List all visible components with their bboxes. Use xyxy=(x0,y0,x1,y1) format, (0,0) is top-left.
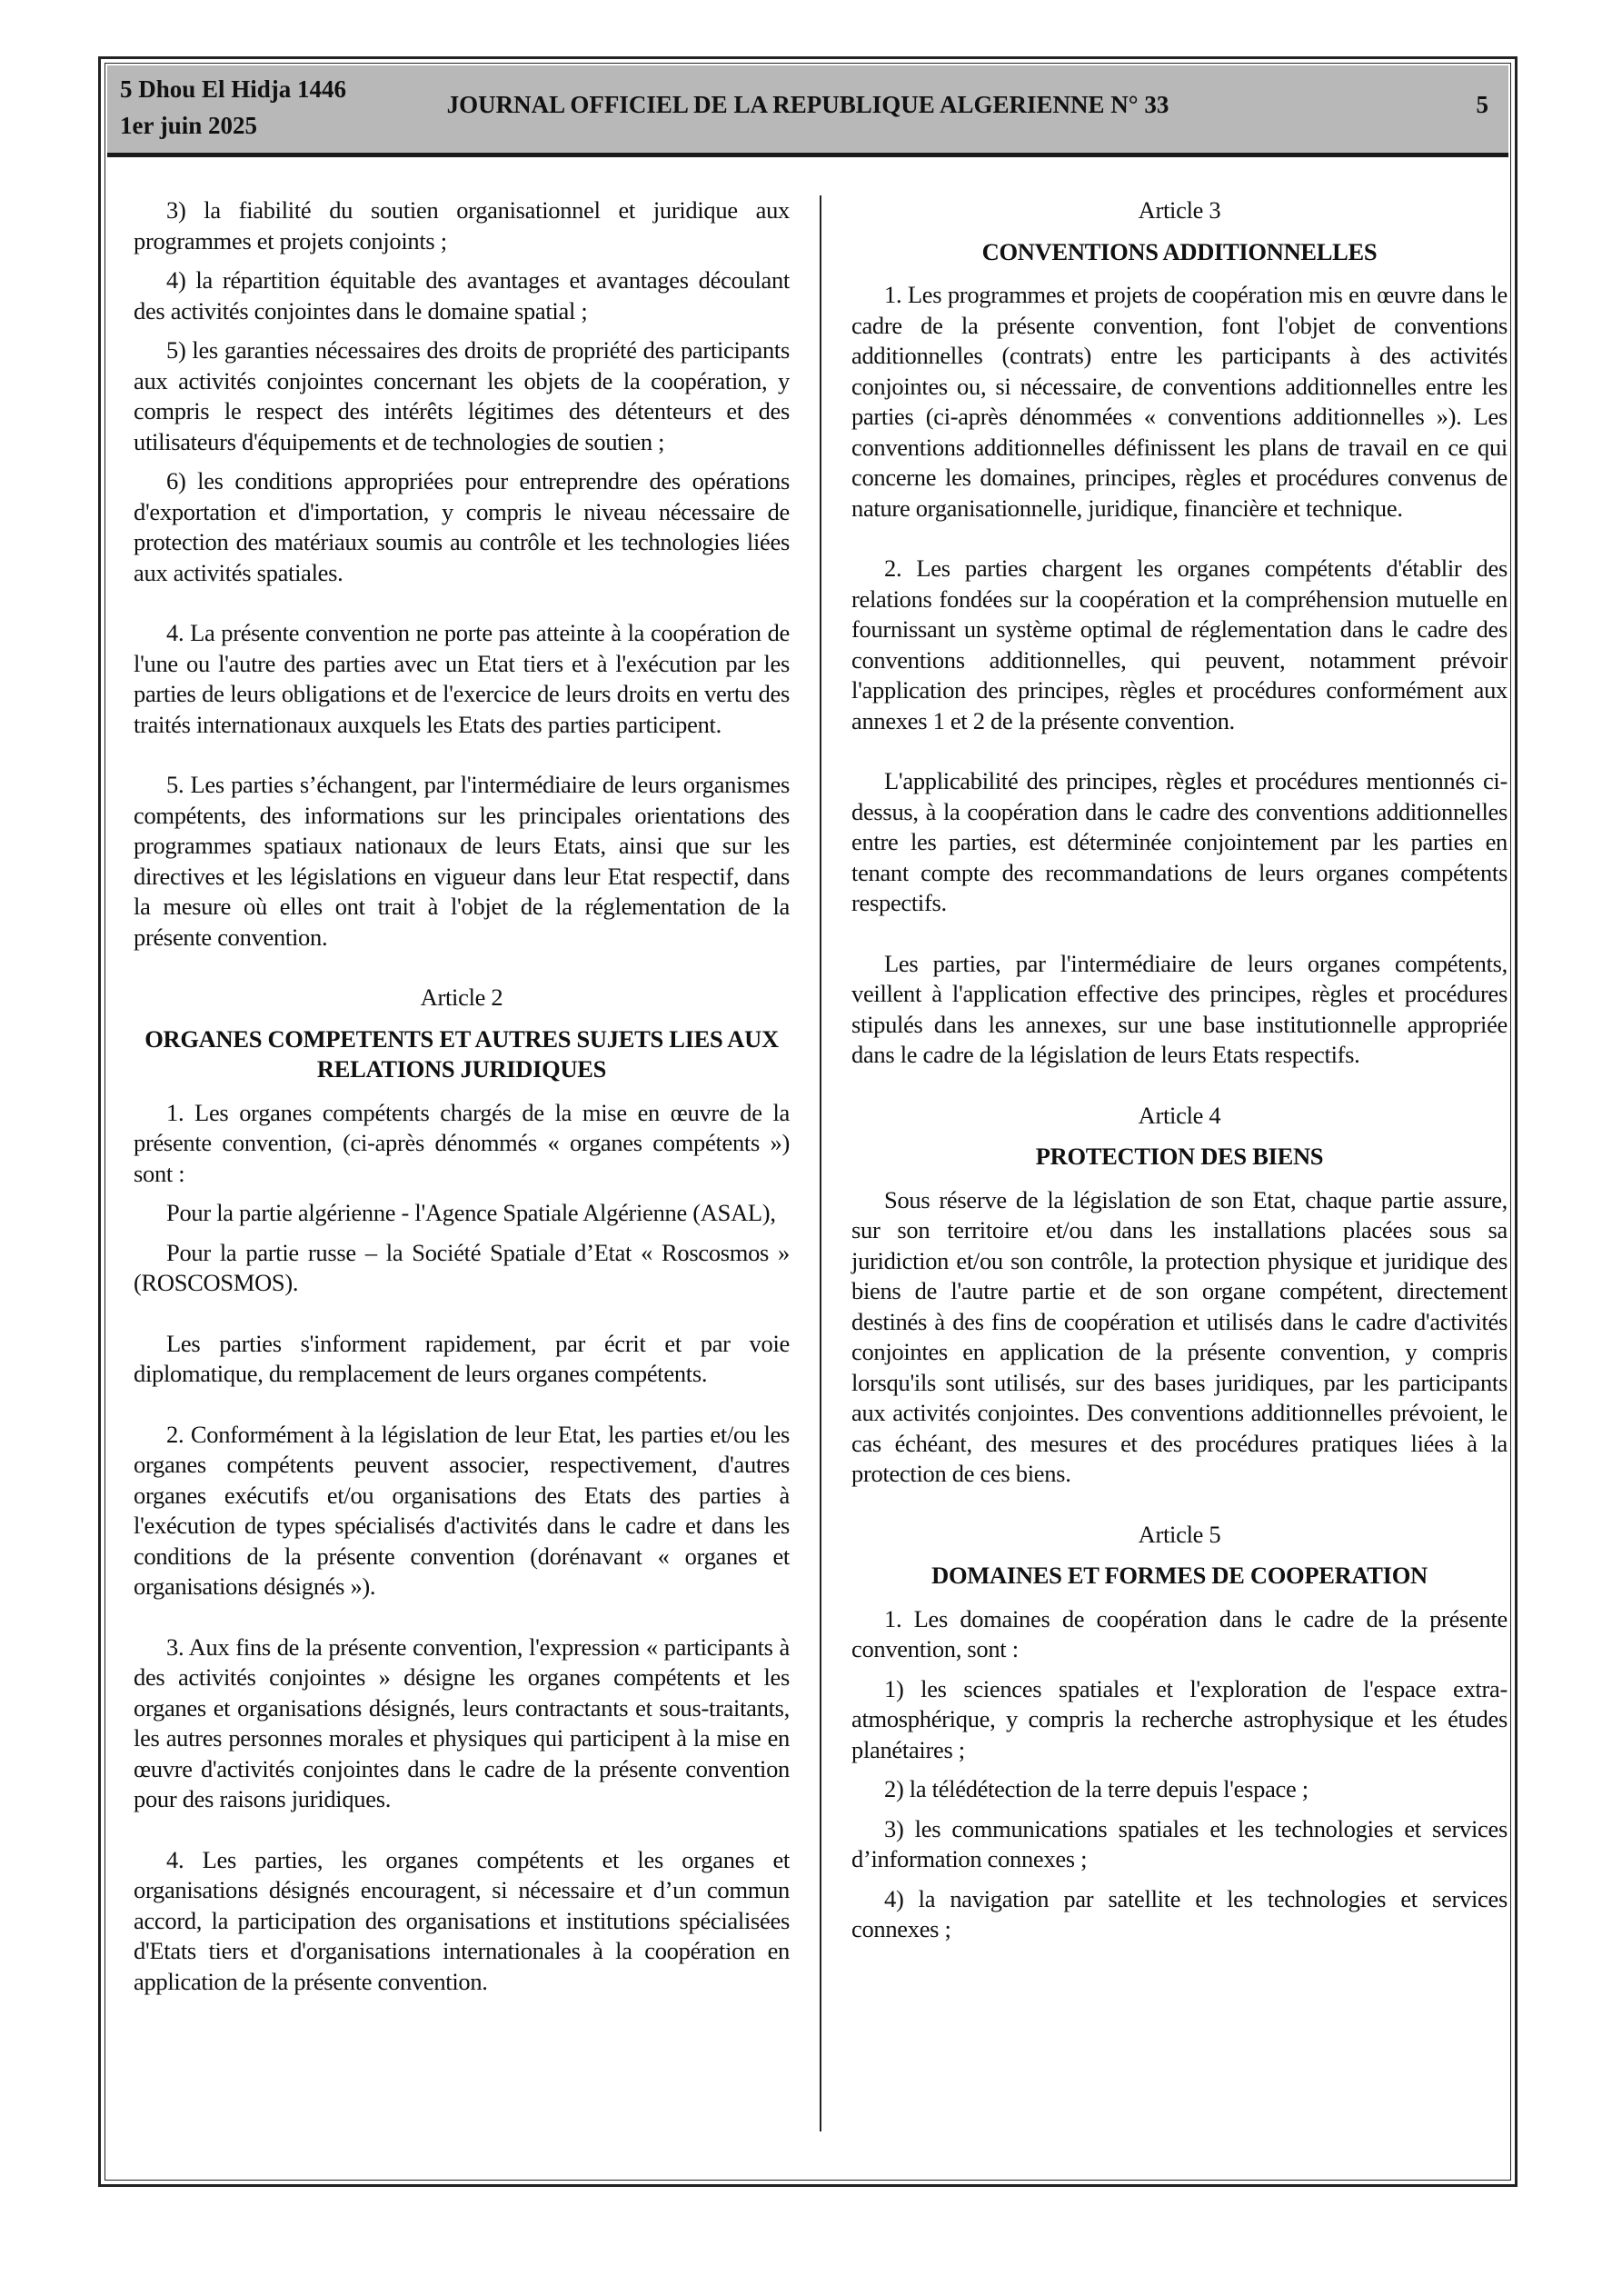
paragraph: 1. Les organes compétents chargés de la mise en œuvre de la présente convention, (ci-après dénommés « organes compétents ») sont : xyxy=(134,1098,790,1187)
article-heading: ORGANES COMPETENTS ET AUTRES SUJETS LIES AUX RELATIONS JURIDIQUES xyxy=(144,1024,779,1083)
page-frame xyxy=(98,56,1518,2187)
journal-header xyxy=(107,65,1508,157)
right-column xyxy=(851,195,1508,1954)
journal-title: JOURNAL OFFICIEL DE LA REPUBLIQUE ALGERIENNE N° 33 xyxy=(446,91,1169,118)
paragraph: Pour la partie algérienne - l'Agence Spatiale Algérienne (ASAL), xyxy=(166,1199,776,1226)
paragraph: 2. Conformément à la législation de leur Etat, les parties et/ou les organes compétents peuvent associer, respectivement, d'autres organes exécutifs et/ou organisations des Etats des parties à l'exécution de types spécialisés d'activités dans le cadre et dans les conditions de la présente convention (dorénavant « organes et organisations désignés »). xyxy=(134,1420,790,1600)
paragraph: 4. Les parties, les organes compétents et les organes et organisations désignés encouragent, si nécessaire et d’un commun accord, la participation des organisations et institutions spécialisées d'Etats tiers et d'organisations internationales à la coopération en application de la présente convention. xyxy=(134,1845,790,1995)
date-hijri: 5 Dhou El Hidja 1446 xyxy=(120,75,347,103)
date-gregorian: 1er juin 2025 xyxy=(120,112,258,139)
paragraph: 5) les garanties nécessaires des droits de propriété des participants aux activités conjointes concernant les objets de la coopération, y compris le respect des intérêts légitimes des détenteurs et des utilisateurs d'équipements et de technologies de soutien ; xyxy=(134,336,790,455)
paragraph: 6) les conditions appropriées pour entreprendre des opérations d'exportation et d'importation, y compris le niveau nécessaire de protection des matériaux soumis au contrôle et les technologies liées aux activités spatiales. xyxy=(134,467,790,586)
paragraph: 2. Les parties chargent les organes compétents d'établir des relations fondées sur la coopération et la compréhension mutuelle en fournissant un système optimal de réglementation dans le cadre des conventions additionnelles, qui peuvent, notamment prévoir l'application des principes, règles et procédures conformément aux annexes 1 et 2 de la présente convention. xyxy=(851,554,1508,734)
paragraph: 5. Les parties s’échangent, par l'intermédiaire de leurs organismes compétents, des informations sur les principales orientations des programmes spatiaux nationaux de leurs Etats, ainsi que sur les directives et les législations en vigueur dans leur Etat respectif, dans la mesure où elles ont trait à l'objet de la réglementation de la présente convention. xyxy=(134,771,790,951)
paragraph: Les parties s'informent rapidement, par écrit et par voie diplomatique, du remplacement de leurs organes compétents. xyxy=(134,1329,790,1387)
paragraph: Pour la partie russe – la Société Spatiale d’Etat « Roscosmos » (ROSCOSMOS). xyxy=(134,1238,790,1296)
paragraph: 1. Les programmes et projets de coopération mis en œuvre dans le cadre de la présente convention, font l'objet de conventions additionnelles (contrats) entre les participants à des activités conjointes ou, si nécessaire, de conventions additionnelles entre les parties (ci-après dénommées « conventions additionnelles »). Les conventions additionnelles définissent les plans de travail en ce qui concerne les domaines, principes, règles et procédures convenus de nature organisationnelle, juridique, financière et technique. xyxy=(851,281,1508,522)
paragraph: 1) les sciences spatiales et l'exploration de l'espace extra-atmosphérique, y compris la recherche astrophysique et les études planétaires ; xyxy=(851,1674,1508,1763)
article-heading: CONVENTIONS ADDITIONNELLES xyxy=(981,237,1378,265)
paragraph: 1. Les domaines de coopération dans le cadre de la présente convention, sont : xyxy=(851,1604,1508,1662)
article-heading: PROTECTION DES BIENS xyxy=(1035,1143,1324,1170)
paragraph: 3) les communications spatiales et les technologies et services d’information connexes ; xyxy=(851,1814,1508,1872)
article-number: Article 4 xyxy=(1138,1101,1221,1129)
article-number: Article 2 xyxy=(420,983,503,1011)
paragraph: 3. Aux fins de la présente convention, l'expression « participants à des activités conjointes » désigne les organes compétents et les organes et organisations désignés, leurs contractants et sous-traitants, les autres personnes morales et physiques qui participent à la mise en œuvre d'activités conjointes dans le cadre de la présente convention pour des raisons juridiques. xyxy=(134,1632,790,1812)
article-number: Article 3 xyxy=(1138,196,1221,224)
paragraph: 4) la répartition équitable des avantages et avantages découlant des activités conjointes dans le domaine spatial ; xyxy=(134,266,790,324)
left-column xyxy=(134,195,790,2006)
article-number: Article 5 xyxy=(1138,1520,1221,1548)
column-divider xyxy=(820,195,821,2131)
paragraph: 3) la fiabilité du soutien organisationnel et juridique aux programmes et projets conjoints ; xyxy=(134,196,790,255)
article-heading: DOMAINES ET FORMES DE COOPERATION xyxy=(931,1562,1428,1589)
paragraph: 4. La présente convention ne porte pas atteinte à la coopération de l'une ou l'autre des parties avec un Etat tiers et à l'exécution par les parties de leurs obligations et de l'exercice de leurs droits en vertu des traités internationaux auxquels les Etats des parties participent. xyxy=(134,619,790,738)
paragraph: 2) la télédétection de la terre depuis l'espace ; xyxy=(884,1775,1309,1802)
paragraph: Sous réserve de la législation de son Etat, chaque partie assure, sur son territoire et/ou dans les installations placées sous sa juridiction et/ou son contrôle, la protection physique et juridique des biens de l'autre partie et de son organe compétent, directement destinés à des fins de coopération et utilisés dans le cadre d'activités conjointes en application de la présente convention, y compris lorsqu'ils sont utilisés, sur des bases juridiques, par les participants aux activités conjointes. Des conventions additionnelles prévoient, le cas échéant, des mesures et des procédures pratiques liées à la protection de ces biens. xyxy=(851,1185,1508,1487)
paragraph: 4) la navigation par satellite et les technologies et services connexes ; xyxy=(851,1884,1508,1942)
page-number: 5 xyxy=(1476,91,1488,118)
paragraph: Les parties, par l'intermédiaire de leurs organes compétents, veillent à l'application effective des principes, règles et procédures stipulés dans les annexes, sur une base institutionnelle appropriée dans le cadre de la législation de leurs Etats respectifs. xyxy=(851,949,1508,1068)
paragraph: L'applicabilité des principes, règles et procédures mentionnés ci-dessus, à la coopération dans le cadre des conventions additionnelles entre les parties, est déterminée conjointement par les parties en tenant compte des recommandations de leurs organes compétents respectifs. xyxy=(851,767,1508,916)
